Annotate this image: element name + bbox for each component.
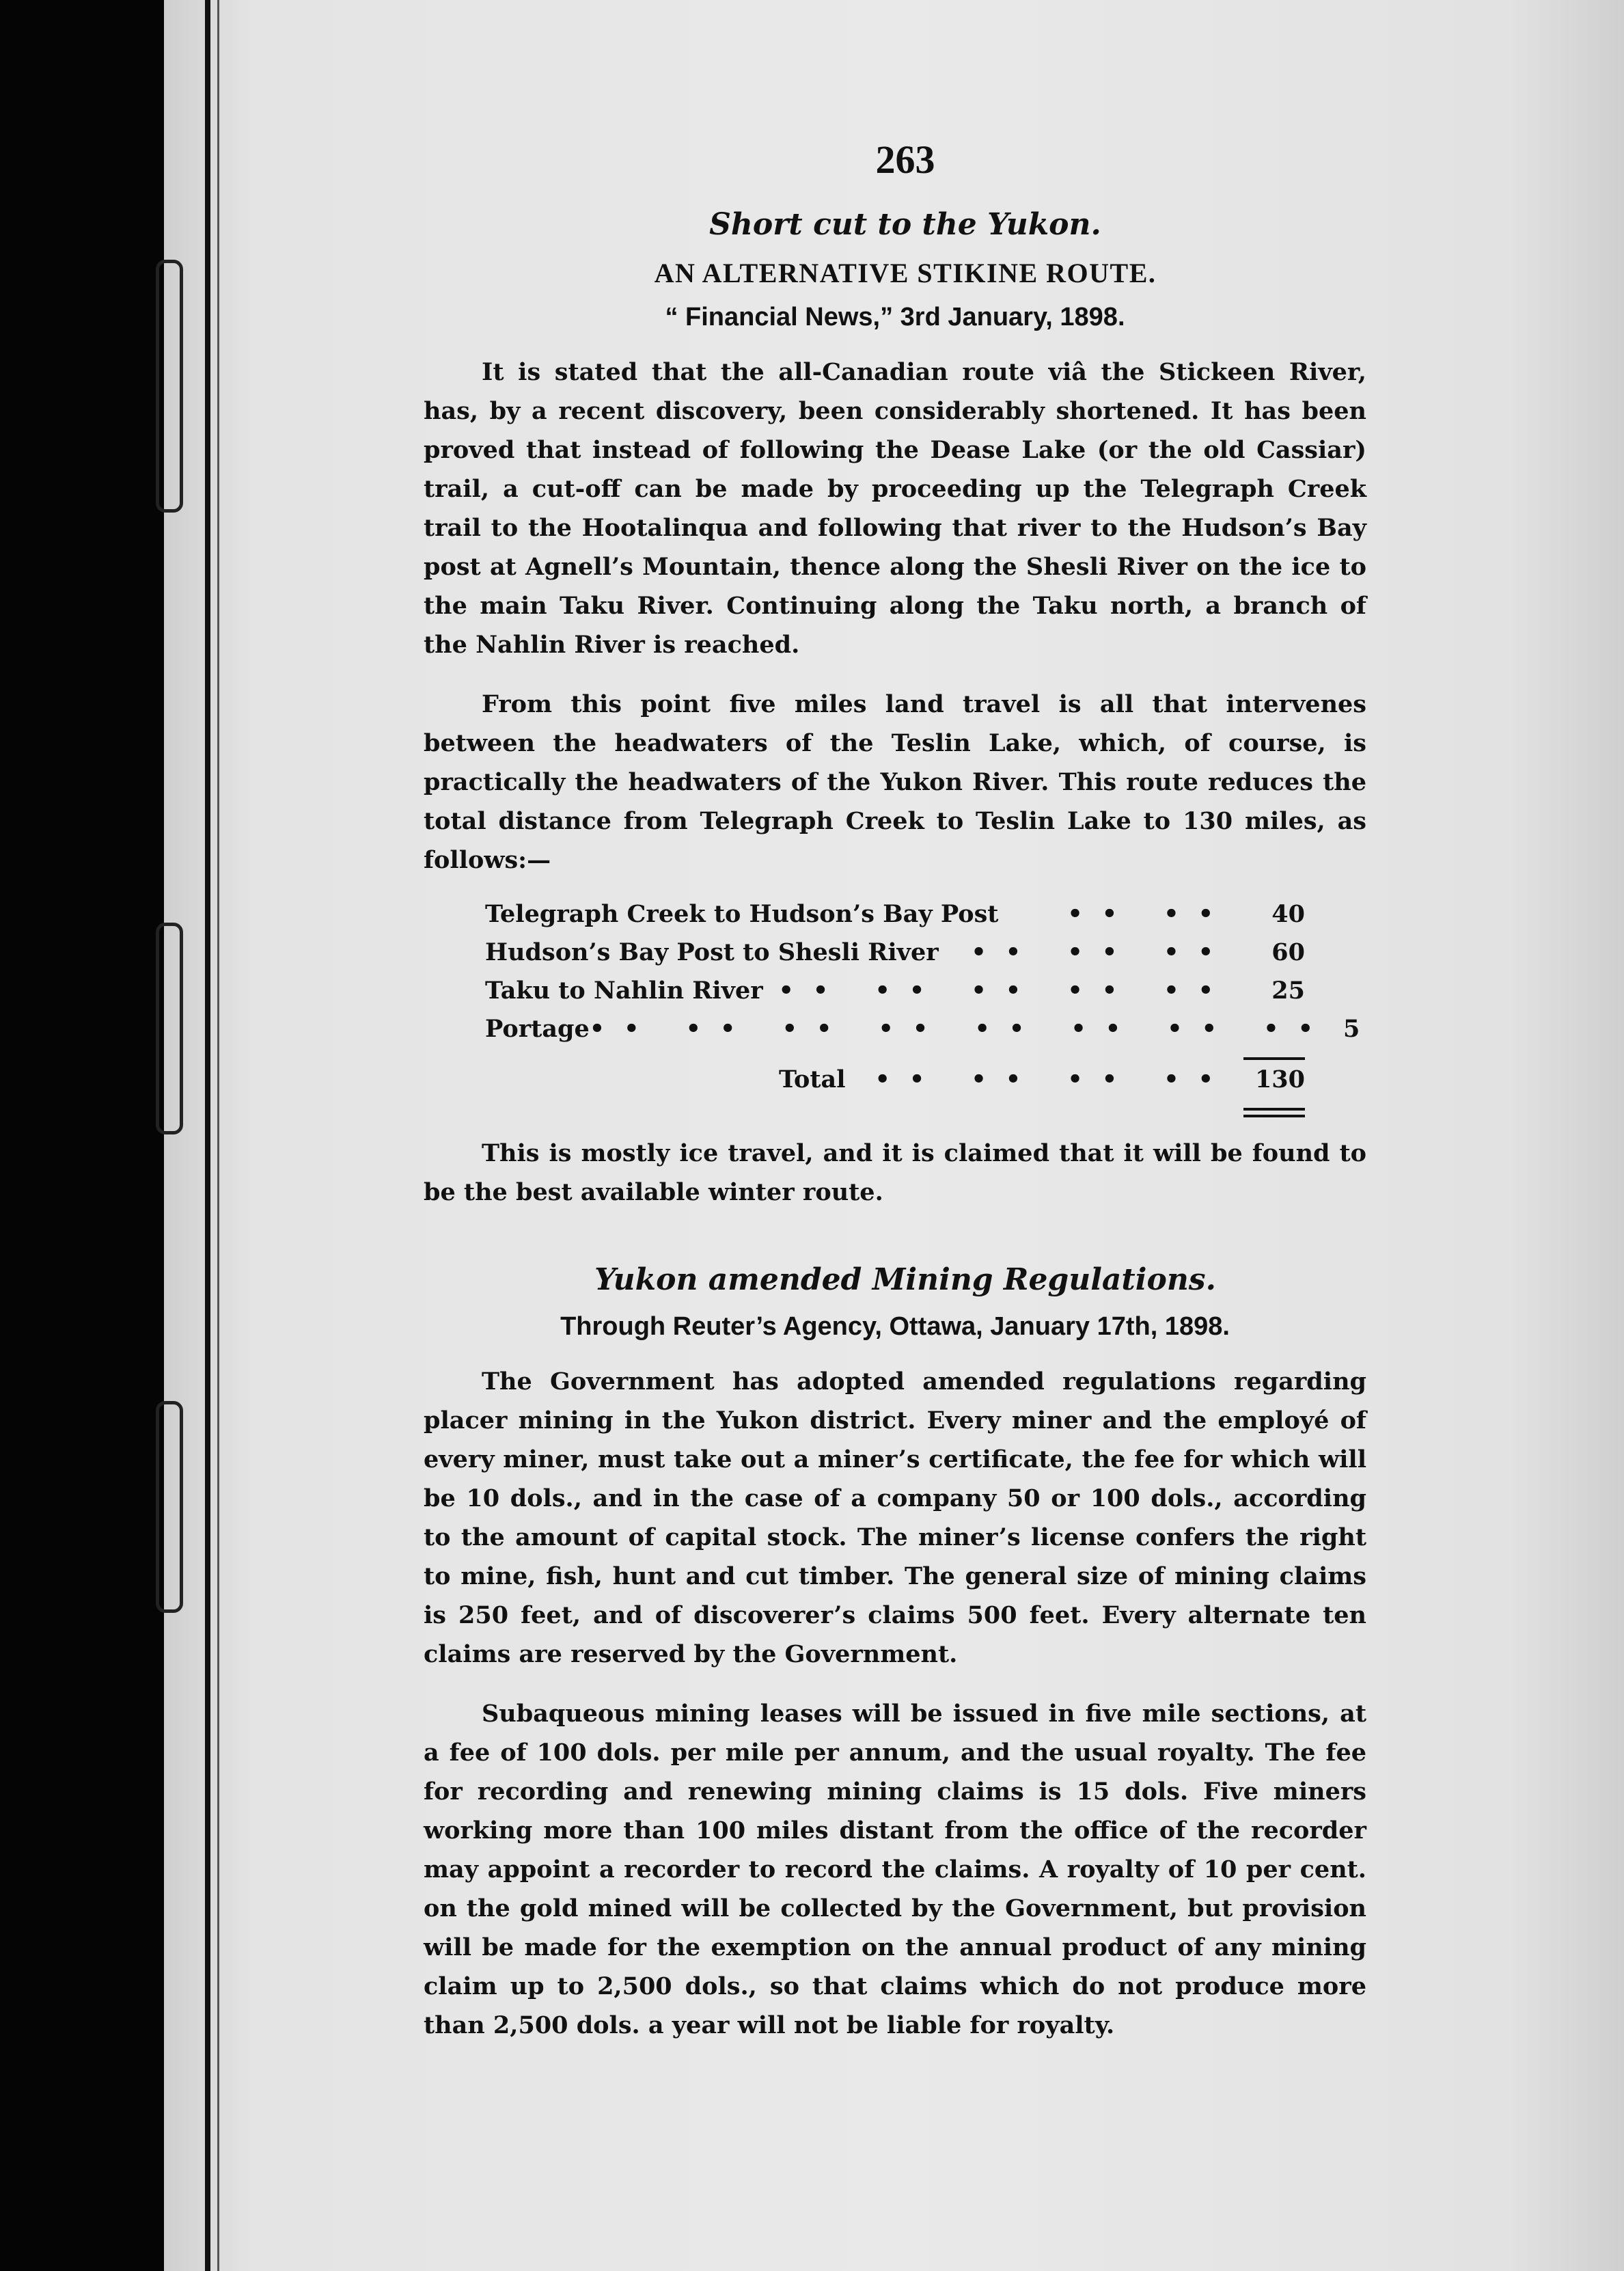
distance-label: Taku to Nahlin River — [485, 977, 763, 1005]
distance-row — [485, 1015, 1360, 1053]
article-title: Short cut to the Yukon. — [709, 207, 1101, 242]
distance-value: 25 — [1271, 977, 1305, 1005]
distance-value: 60 — [1271, 938, 1305, 966]
paragraph: This is mostly ice travel, and it is claimed that it will be found to be the best available winter route. — [424, 1139, 1366, 1206]
binding-stitch — [156, 923, 183, 1134]
total-value: 130 — [1254, 1065, 1305, 1093]
distance-value: 5 — [1343, 1015, 1360, 1043]
leader-dots: •• •• •• •• — [875, 1065, 1233, 1093]
binding-stitch — [156, 1401, 183, 1613]
binding-gutter-edge — [217, 0, 219, 2271]
distance-value: 40 — [1271, 900, 1305, 928]
paragraph: The Government has adopted amended regulations regarding placer mining in the Yukon district. Every miner and the employé of every miner, must take out a miner’s certificate, the fee for which will be 10 dols., and in the case of a company 50 or 100 dols., according to the amount of capital stock. The miner’s license confers the right to mine, fish, hunt and cut timber. The general size of mining claims is 250 feet, and of discoverer’s claims 500 feet. Every alternate ten claims are reserved by the Government. — [424, 1368, 1366, 1668]
distance-table — [485, 900, 1360, 1117]
paragraph: Subaqueous mining leases will be issued in five mile sections, at a fee of 100 dols. per mile per annum, and the usual royalty. The fee for recording and renewing mining claims is 15 dols. Five miners working more than 100 miles distant from the office of the recorder may appoint a recorder to record the claims. A royalty of 10 per cent. on the gold mined will be collected by the Government, but provision will be made for the exemption on the annual product of any mining claim up to 2,500 dols., so that claims which do not produce more than 2,500 dols. a year will not be liable for royalty. — [424, 1700, 1366, 2039]
text-column — [424, 137, 1366, 2065]
total-double-rule — [1243, 1108, 1305, 1117]
article-subtitle: AN ALTERNATIVE STIKINE ROUTE. — [654, 258, 1157, 288]
scan-left-margin — [0, 0, 164, 2271]
leader-dots: •• •• •• •• •• — [778, 977, 1233, 1005]
distance-row — [485, 900, 1305, 938]
binding-stitch — [156, 260, 183, 513]
article-source: “ Financial News,” 3rd January, 1898. — [665, 303, 1125, 331]
article-title: Yukon amended Mining Regulations. — [594, 1262, 1216, 1297]
binding-gutter — [205, 0, 210, 2271]
leader-dots: •• •• — [1067, 900, 1233, 928]
total-row — [485, 1065, 1305, 1108]
leader-dots: •• •• •• •• •• •• •• •• — [589, 1015, 1332, 1043]
article-source: Through Reuter’s Agency, Ottawa, January 17th, 1898. — [560, 1312, 1230, 1341]
distance-row — [485, 938, 1305, 977]
distance-label: Portage — [485, 1015, 590, 1043]
distance-row — [485, 977, 1305, 1015]
distance-label: Hudson’s Bay Post to Shesli River — [485, 938, 939, 966]
paragraph: It is stated that the all-Canadian route viâ the Stickeen River, has, by a recent discovery, been considerably shortened. It has been proved that instead of following the Dease Lake (or the old Cassiar) trail, a cut-off can be made by proceeding up the Telegraph Creek trail to the Hootalinqua and following that river to the Hudson’s Bay post at Agnell’s Mountain, thence along the Shesli River on the ice to the main Taku River. Continuing along the Taku north, a branch of the Nahlin River is reached. — [424, 358, 1366, 659]
page-number: 263 — [875, 137, 935, 182]
paragraph: From this point five miles land travel is all that intervenes between the headwaters of the Teslin Lake, which, of course, is practically the headwaters of the Yukon River. This route reduces the total distance from Telegraph Creek to Teslin Lake to 130 miles, as follows:— — [424, 690, 1366, 874]
distance-label: Telegraph Creek to Hudson’s Bay Post — [485, 900, 999, 928]
leader-dots: •• •• •• — [971, 938, 1233, 966]
sum-rule — [1243, 1057, 1305, 1060]
total-label: Total — [779, 1065, 846, 1093]
